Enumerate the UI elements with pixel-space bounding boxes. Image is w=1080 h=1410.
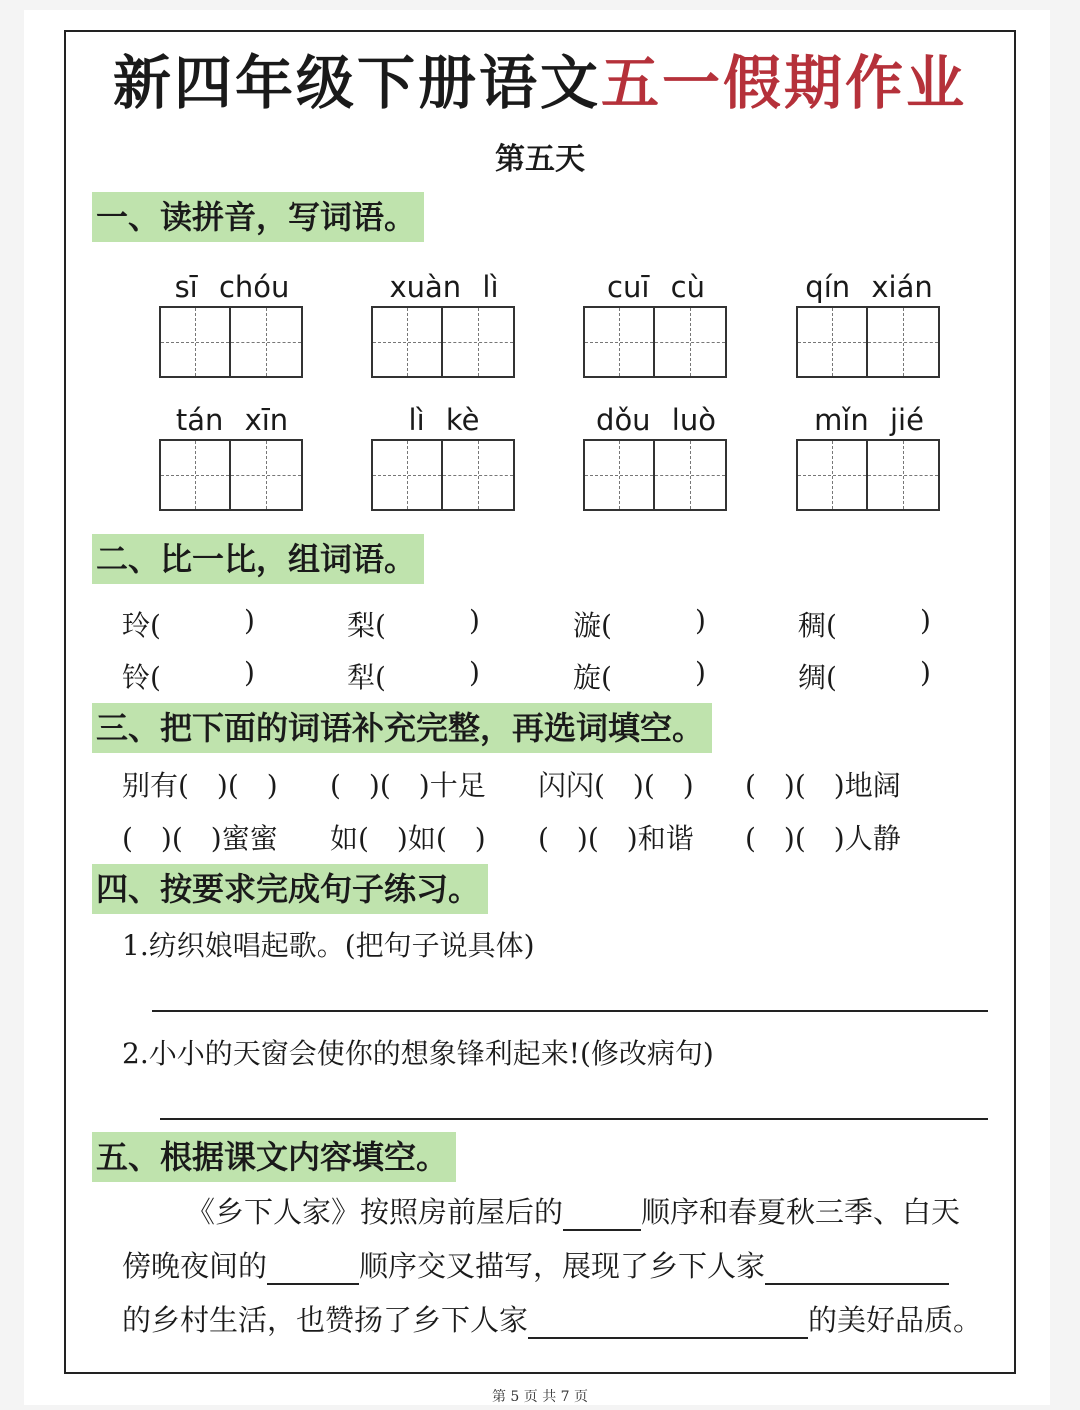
title-black: 新四年级下册语文: [112, 49, 601, 117]
fill-word[interactable]: 如( )如( ): [330, 822, 486, 855]
compare-char: 绸(: [798, 661, 837, 694]
pinyin-label: tán xīn: [175, 403, 289, 437]
compare-char: 犁(: [347, 661, 386, 694]
answer-line-2[interactable]: [160, 1118, 988, 1120]
compare-close: ): [469, 604, 480, 637]
sentence-question-1: 1.纺织娘唱起歌。(把句子说具体): [122, 929, 535, 962]
passage-text: 傍晚夜间的: [122, 1249, 268, 1283]
pinyin-label: qín xián: [805, 270, 933, 304]
fill-word[interactable]: ( )( )和谐: [538, 822, 694, 855]
fill-word[interactable]: ( )( )人静: [745, 822, 901, 855]
pinyin-label: mǐn jié: [814, 403, 924, 437]
writing-grid[interactable]: [796, 439, 940, 511]
compare-item[interactable]: [573, 656, 706, 696]
passage-line-3: [122, 1298, 982, 1339]
compare-item[interactable]: [347, 656, 480, 696]
compare-char: 梨(: [347, 609, 386, 642]
compare-item[interactable]: [573, 604, 706, 644]
compare-item[interactable]: [122, 604, 255, 644]
fill-word[interactable]: 闪闪( )( ): [538, 769, 694, 802]
writing-grid[interactable]: [796, 306, 940, 378]
passage-blank[interactable]: [563, 1199, 641, 1231]
fill-word[interactable]: 别有( )( ): [122, 769, 278, 802]
passage-blank[interactable]: [267, 1253, 359, 1285]
fill-word[interactable]: ( )( )十足: [330, 769, 486, 802]
writing-grid[interactable]: [371, 439, 515, 511]
compare-close: ): [695, 656, 706, 689]
passage-text: 的美好品质。: [808, 1303, 983, 1337]
pinyin-label: lì kè: [408, 403, 480, 437]
writing-grid[interactable]: [159, 306, 303, 378]
compare-char: 漩(: [573, 609, 612, 642]
compare-char: 旋(: [573, 661, 612, 694]
compare-char: 玲(: [122, 609, 161, 642]
fill-word[interactable]: ( )( )地阔: [745, 769, 901, 802]
writing-grid[interactable]: [583, 439, 727, 511]
writing-grid[interactable]: [159, 439, 303, 511]
passage-line-2: [122, 1244, 949, 1285]
compare-char: 铃(: [122, 661, 161, 694]
compare-item[interactable]: [798, 604, 931, 644]
compare-close: ): [695, 604, 706, 637]
compare-close: ): [244, 604, 255, 637]
passage-text: 顺序交叉描写，展现了乡下人家: [359, 1249, 766, 1283]
passage-text: 的乡村生活，也赞扬了乡下人家: [122, 1303, 529, 1337]
pinyin-label: cuī cù: [607, 270, 705, 304]
compare-char: 稠(: [798, 609, 837, 642]
day-label: 第五天: [495, 142, 585, 177]
section-3-heading: 三、把下面的词语补充完整，再选词填空。: [92, 703, 712, 753]
passage-text: 顺序和春夏秋三季、白天: [641, 1195, 961, 1229]
pinyin-label: sī chóu: [174, 270, 290, 304]
compare-close: ): [920, 656, 931, 689]
section-4-heading: 四、按要求完成句子练习。: [92, 864, 488, 914]
page-number: 第 5 页 共 7 页: [491, 1389, 589, 1405]
compare-item[interactable]: [347, 604, 480, 644]
passage-blank[interactable]: [528, 1307, 808, 1339]
pinyin-label: xuàn lì: [389, 270, 499, 304]
passage-text: 《乡下人家》按照房前屋后的: [186, 1195, 564, 1229]
sentence-question-2: 2.小小的天窗会使你的想象锋利起来!(修改病句): [122, 1037, 714, 1070]
compare-close: ): [244, 656, 255, 689]
fill-word[interactable]: ( )( )蜜蜜: [122, 822, 278, 855]
page-title: [0, 36, 1080, 120]
section-2-heading: 二、比一比，组词语。: [92, 534, 424, 584]
writing-grid[interactable]: [583, 306, 727, 378]
compare-item[interactable]: [122, 656, 255, 696]
section-1-heading: 一、读拼音，写词语。: [92, 192, 424, 242]
compare-item[interactable]: [798, 656, 931, 696]
answer-line-1[interactable]: [152, 1010, 988, 1012]
section-5-heading: 五、根据课文内容填空。: [92, 1132, 456, 1182]
writing-grid[interactable]: [371, 306, 515, 378]
pinyin-label: dǒu luò: [596, 403, 716, 437]
passage-blank[interactable]: [765, 1253, 949, 1285]
compare-close: ): [469, 656, 480, 689]
compare-close: ): [920, 604, 931, 637]
title-red: 五一假期作业: [601, 49, 968, 117]
passage-line-1: [186, 1190, 960, 1231]
